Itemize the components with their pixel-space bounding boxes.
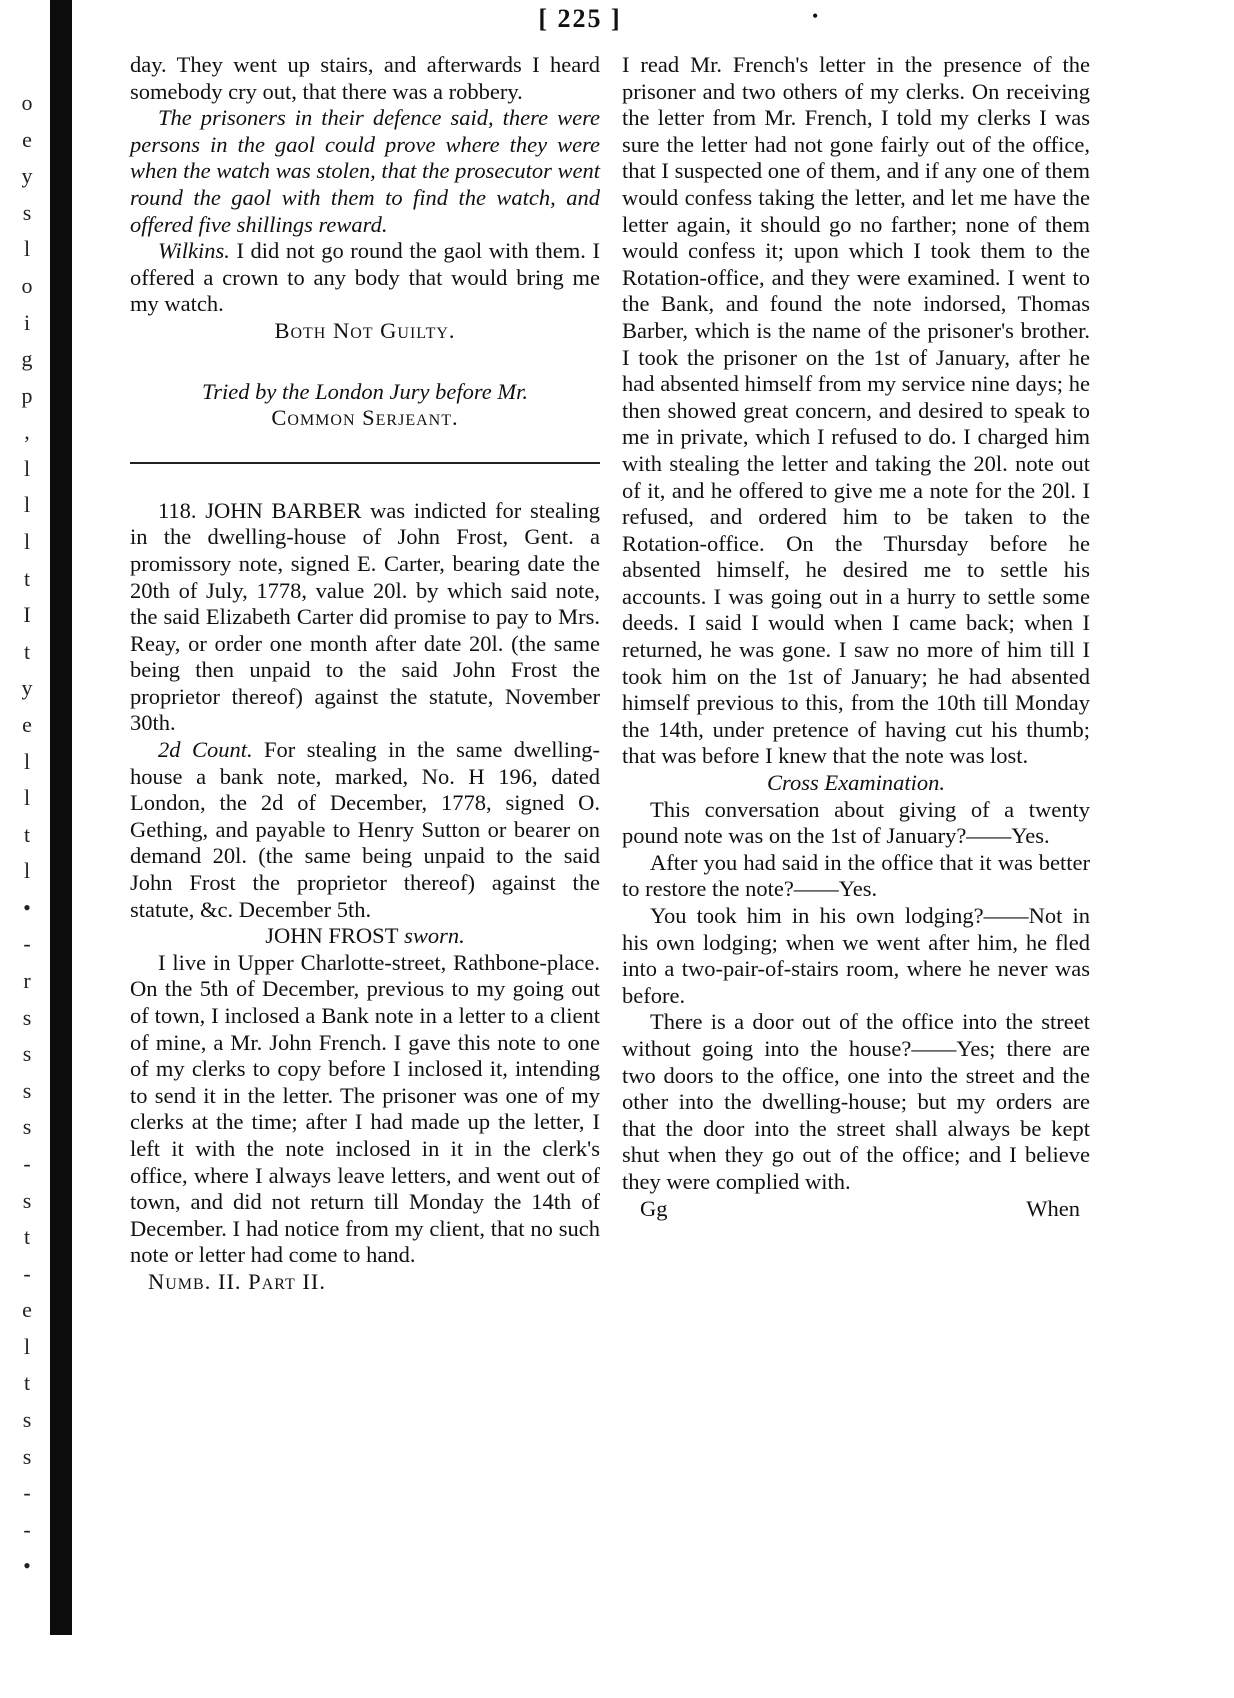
margin-mark: t (23, 1370, 31, 1396)
trial-heading: Tried by the London Jury before Mr. (201, 378, 528, 404)
margin-mark: l (23, 529, 31, 555)
margin-mark: e (22, 1297, 32, 1323)
count-text: For stealing in the same dwelling-house a bank note, marked, No. H 196, dated London, the 2d of December, 1778, signed O. Gething, and payable to Henry Sutton or bearer on demand 20l. (the same being unpaid to the said John Frost the proprietor thereof) against the statute, &c. December 5th. (130, 737, 600, 922)
margin-mark: s (22, 1407, 32, 1433)
speaker-label: Wilkins. (158, 238, 230, 264)
margin-mark: • (23, 894, 31, 920)
margin-mark: l (23, 858, 31, 884)
cross-examination-heading: Cross Examination. (767, 770, 945, 796)
margin-mark: s (22, 1443, 32, 1469)
margin-mark: I (23, 602, 31, 628)
left-column (130, 52, 600, 1296)
margin-mark: l (23, 492, 31, 518)
margin-mark: l (23, 748, 31, 774)
margin-mark: s (22, 1004, 32, 1030)
question-answer: There is a door out of the office into the street without going into the house?——Yes; there are two doors to the office, one into the street and the other into the dwelling-house; but my orders are that the door into the street shall always be kept shut when they go out of the office; and I believe they were complied with. (622, 1009, 1090, 1194)
margin-mark: s (22, 199, 32, 225)
margin-mark: s (22, 1187, 32, 1213)
margin-mark: e (22, 711, 32, 737)
catchword: When (1026, 1195, 1080, 1221)
margin-mark: e (22, 126, 32, 152)
margin-mark: l (23, 785, 31, 811)
margin-mark: • (23, 1553, 31, 1579)
count-label: 2d Count. (158, 737, 253, 763)
count-paragraph (130, 737, 600, 923)
verdict: Both Not Guilty. (274, 317, 456, 343)
margin-mark: l (23, 236, 31, 262)
margin-mark: r (23, 968, 31, 994)
margin-mark: , (24, 419, 30, 445)
paragraph: day. They went up stairs, and afterwards I heard somebody cry out, that there was a robbery. (130, 52, 600, 104)
question-answer: This conversation about giving of a twenty pound note was on the 1st of January?——Yes. (622, 796, 1090, 849)
section-rule (130, 462, 600, 464)
page-number: [ 225 ] (538, 4, 622, 33)
testimony-paragraph (130, 238, 600, 318)
signature-catchword-line (622, 1196, 1090, 1223)
indictment-paragraph: 118. JOHN BARBER was indicted for stealing in the dwelling-house of John Frost, Gent. a promissory note, signed E. Carter, bearing date the 20th of July, 1778, value 20l. by which said note, the said Elizabeth Carter did promise to pay to Mrs. Reay, or order one month after date 20l. (the same being then unpaid to the said John Frost the proprietor thereof) against the statute, November 30th. (130, 497, 600, 736)
margin-mark: t (23, 638, 31, 664)
margin-mark: - (23, 1480, 31, 1506)
margin-mark: i (23, 309, 31, 335)
question-answer: After you had said in the office that it was better to restore the note?——Yes. (622, 849, 1090, 902)
margin-mark: s (22, 1114, 32, 1140)
margin-mark: - (23, 1150, 31, 1176)
trial-heading-judge: Common Serjeant. (271, 405, 459, 431)
binding-shadow (50, 0, 72, 1635)
margin-mark: l (23, 455, 31, 481)
margin-mark: o (21, 90, 33, 115)
margin-mark: - (23, 1516, 31, 1542)
paragraph: I read Mr. French's letter in the presence of the prisoner and two others of my clerks. On receiving the letter from Mr. French, I told my clerks I was sure the letter had not gone fairly out of the office, that I suspected one of them, and if any one of them would confess taking the letter, and let me have the letter again, it should go no farther; none of them would confess it; upon which I took them to the Rotation-office, and they were examined. I went to the Bank, and found the note indorsed, Thomas Barber, which is the name of the prisoner's brother. I took the prisoner on the 1st of January, after he had absented himself from my service nine days; he then showed great concern, and desired to speak to me in private, which I refused to do. I charged him with stealing the letter and taking the 20l. note out of it, and he offered to give me a note for the 20l. I refused, and ordered him to be taken to the Rotation-office. On the Thursday before he absented himself, he desired me to settle his accounts. I was going out in a hurry to settle some deeds. I said I would when I came back; when I returned, he was gone. I saw no more of him till I took him on the 1st of January; he had absented himself previous to this, from the 10th till Monday the 14th, under pretence of having cut his thumb; that was before I knew that the note was lost. (622, 52, 1090, 769)
margin-mark: t (23, 565, 31, 591)
witness-sworn: sworn. (398, 923, 465, 949)
signature-line: Numb. II. Part II. (148, 1268, 326, 1294)
margin-mark: - (23, 931, 31, 957)
signature-mark: Gg (640, 1195, 668, 1221)
witness-testimony: I live in Upper Charlotte-street, Rathbone-place. On the 5th of December, previous to my going out of town, I inclosed a Bank note in a letter to a client of mine, a Mr. John French. I gave this note to one of my clerks to copy before I inclosed it, intending to send it in the letter. The prisoner was one of my clerks at the time; after I had made up the letter, I left it with the note inclosed in it in the clerk's office, where I always leave letters, and went out of town, and did not return till Monday the 14th of December. I had notice from my client, that no such note or letter had come to hand. (130, 949, 600, 1268)
margin-mark: y (21, 675, 33, 701)
margin-mark: g (21, 346, 33, 372)
margin-mark: y (21, 163, 33, 189)
margin-mark: t (23, 821, 31, 847)
defence-paragraph: The prisoners in their defence said, there were persons in the gaol could prove where they were when the watch was stolen, that the prosecutor went round the gaol with them to find the watch, and offered five shillings reward. (130, 105, 600, 237)
margin-mark: p (21, 382, 33, 408)
margin-mark: - (23, 1260, 31, 1286)
ink-dot: • (812, 6, 819, 26)
witness-heading (130, 923, 600, 950)
margin-mark: t (23, 1224, 31, 1250)
margin-mark: s (22, 1077, 32, 1103)
testimony-text: I did not go round the gaol with them. I offered a crown to any body that would bring me my watch. (130, 238, 600, 317)
margin-mark: l (23, 1333, 31, 1359)
margin-mark: s (22, 1041, 32, 1067)
right-column (622, 52, 1090, 1222)
question-answer: You took him in his own lodging?——Not in his own lodging; when we went after him, he fled into a two-pair-of-stairs room, where he never was before. (622, 903, 1090, 1008)
witness-name: JOHN FROST (265, 923, 399, 949)
margin-mark: o (21, 272, 33, 298)
